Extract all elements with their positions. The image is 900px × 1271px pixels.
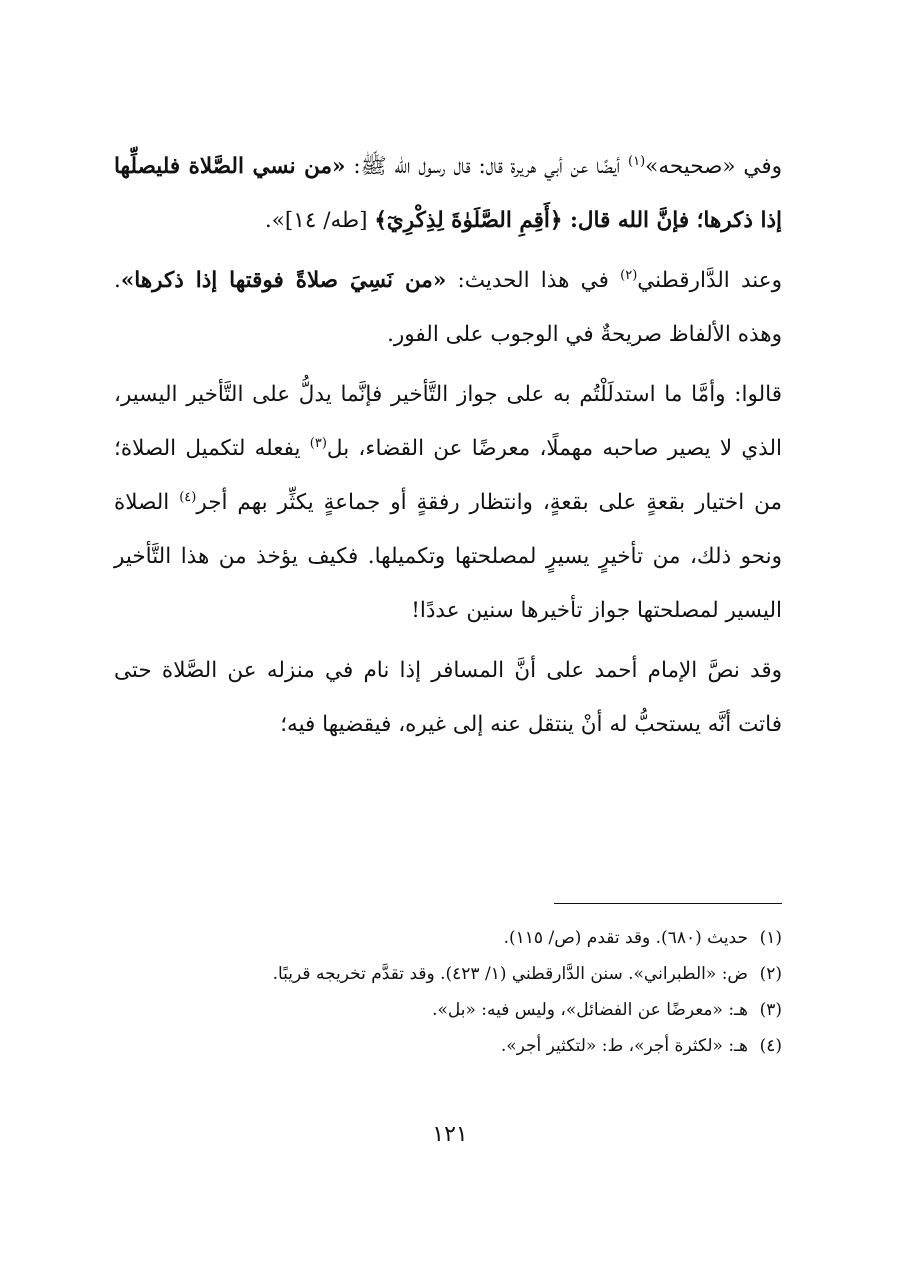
footnote-2 bbox=[114, 956, 782, 992]
footnote-divider bbox=[554, 903, 782, 904]
footnote-number: (٣) bbox=[759, 1000, 782, 1020]
hadith-quote-1: «من نسي الصَّلاة فليصلِّها إذا ذكرها؛ فإنَّ الله قال: ﴿أَقِمِ الصَّلَوٰةَ لِذِكْرِيٓ﴾ bbox=[114, 154, 782, 233]
main-text bbox=[114, 140, 782, 752]
footnote-number: (١) bbox=[759, 928, 782, 948]
footnote-1 bbox=[114, 920, 782, 956]
hadith-quote-2: «من نَسِيَ صلاةً فوقتها إذا ذكرها» bbox=[120, 268, 447, 293]
footnote-text: ض: «الطبراني». سنن الدَّارقطني (١/ ٤٢٣). وقد تقدَّم تخريجه قريبًا. bbox=[272, 964, 748, 984]
paragraph-3-text: قالوا: وأمَّا ما استدلَلْتُم به على جواز التَّأخير فإنَّما يدلُّ على التَّأخير اليسير، الذي لا يصير صاحبه مهملًا، معرضًا عن القضاء، بل bbox=[114, 382, 782, 461]
paragraph-3-text-cont: يفعله لتكميل الصلاة؛ من اختيار بقعةٍ على بقعةٍ، وانتظار رفقةٍ أو جماعةٍ يكثِّر بهم أجر bbox=[114, 436, 782, 515]
footnote-ref-4[interactable]: (٤) bbox=[179, 489, 197, 505]
footnotes bbox=[114, 920, 782, 1064]
paragraph-2-text-cont: في هذا الحديث: bbox=[446, 268, 621, 293]
footnote-text: هـ: «لكثرة أجر»، ط: «لتكثير أجر». bbox=[500, 1036, 748, 1056]
footnote-ref-2[interactable]: (٢) bbox=[620, 267, 638, 283]
paragraph-3 bbox=[114, 368, 782, 638]
paragraph-4 bbox=[114, 644, 782, 752]
footnote-4 bbox=[114, 1028, 782, 1064]
paragraph-2-text-end: . وهذه الألفاظ صريحةٌ في الوجوب على الفور. bbox=[114, 268, 782, 347]
paragraph-3-text-end: الصلاة ونحو ذلك، من تأخيرٍ يسيرٍ لمصلحتها وتكميلها. فكيف يؤخذ من هذا التَّأخير اليسير لمصلحتها جواز تأخيرها سنين عددًا! bbox=[114, 490, 782, 623]
quran-reference: [طه/ ١٤]». bbox=[264, 208, 375, 233]
footnote-number: (٤) bbox=[759, 1036, 782, 1056]
footnote-ref-3[interactable]: (٣) bbox=[309, 435, 327, 451]
page-number: ١٢١ bbox=[432, 1122, 468, 1147]
paragraph-2 bbox=[114, 254, 782, 362]
footnote-text: حديث (٦٨٠). وقد تقدم (ص/ ١١٥). bbox=[503, 928, 748, 948]
paragraph-2-text: وعند الدَّارقطني bbox=[637, 268, 782, 293]
footnote-number: (٢) bbox=[759, 964, 782, 984]
footnote-3 bbox=[114, 992, 782, 1028]
paragraph-1 bbox=[114, 140, 782, 248]
paragraph-1-text-cont: أيضًا عن أبي هريرة قال: قال رسول الله ﷺ: bbox=[345, 154, 629, 179]
paragraph-1-text: وفي «صحيحه» bbox=[645, 154, 782, 179]
footnote-text: هـ: «معرضًا عن الفضائل»، وليس فيه: «بل». bbox=[432, 1000, 748, 1020]
footnote-ref-1[interactable]: (١) bbox=[628, 153, 646, 169]
paragraph-4-text: وقد نصَّ الإمام أحمد على أنَّ المسافر إذا نام في منزله عن الصَّلاة حتى فاتت أنَّه يستحبُّ له أنْ ينتقل عنه إلى غيره، فيقضيها فيه؛ bbox=[114, 658, 782, 737]
